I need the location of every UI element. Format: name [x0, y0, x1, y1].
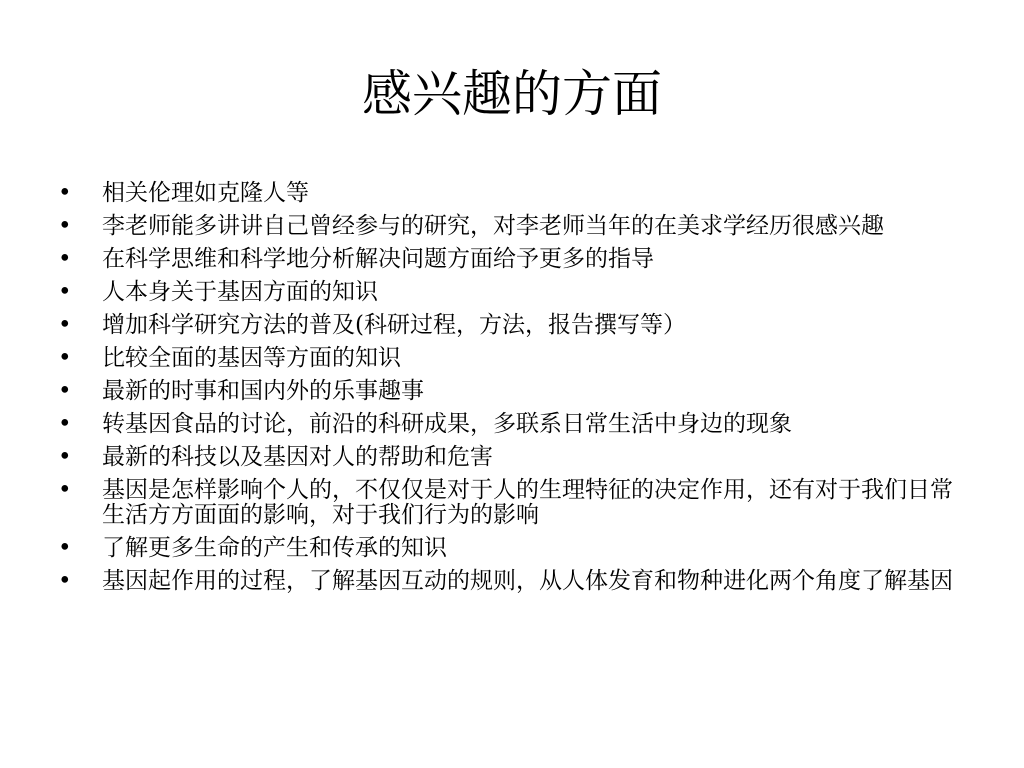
bullet-dot-icon: • [58, 378, 72, 404]
bullet-item [58, 412, 958, 437]
bullet-item [58, 379, 958, 404]
bullet-dot-icon: • [58, 213, 72, 239]
bullet-item [58, 478, 958, 528]
bullet-list [58, 181, 958, 602]
bullet-text: 了解更多生命的产生和传承的知识 [102, 535, 447, 561]
bullet-item [58, 247, 958, 272]
bullet-text: 基因起作用的过程，了解基因互动的规则，从人体发育和物种进化两个角度了解基因 [102, 568, 953, 594]
bullet-item [58, 536, 958, 561]
bullet-dot-icon: • [58, 180, 72, 206]
bullet-text: 最新的时事和国内外的乐事趣事 [102, 378, 424, 404]
bullet-dot-icon: • [58, 312, 72, 338]
bullet-item [58, 313, 958, 338]
bullet-item [58, 181, 958, 206]
bullet-text: 比较全面的基因等方面的知识 [102, 345, 401, 371]
bullet-dot-icon: • [58, 345, 72, 371]
bullet-item [58, 346, 958, 371]
bullet-dot-icon: • [58, 444, 72, 470]
bullet-text: 在科学思维和科学地分析解决问题方面给予更多的指导 [102, 246, 654, 272]
bullet-dot-icon: • [58, 477, 72, 503]
slide-title: 感兴趣的方面 [362, 65, 662, 123]
bullet-item [58, 569, 958, 594]
bullet-dot-icon: • [58, 246, 72, 272]
bullet-item [58, 214, 958, 239]
bullet-text: 基因是怎样影响个人的，不仅仅是对于人的生理特征的决定作用，还有对于我们日常生活方方面面的影响，对于我们行为的影响 [102, 477, 953, 528]
bullet-text: 相关伦理如克隆人等 [102, 180, 309, 206]
bullet-text: 最新的科技以及基因对人的帮助和危害 [102, 444, 493, 470]
bullet-dot-icon: • [58, 535, 72, 561]
bullet-dot-icon: • [58, 279, 72, 305]
bullet-text: 增加科学研究方法的普及(科研过程，方法，报告撰写等） [102, 312, 686, 338]
bullet-item [58, 445, 958, 470]
bullet-text: 转基因食品的讨论，前沿的科研成果，多联系日常生活中身边的现象 [102, 411, 792, 437]
bullet-dot-icon: • [58, 568, 72, 594]
bullet-text: 李老师能多讲讲自己曾经参与的研究，对李老师当年的在美求学经历很感兴趣 [102, 213, 884, 239]
bullet-text: 人本身关于基因方面的知识 [102, 279, 378, 305]
bullet-item [58, 280, 958, 305]
bullet-dot-icon: • [58, 411, 72, 437]
